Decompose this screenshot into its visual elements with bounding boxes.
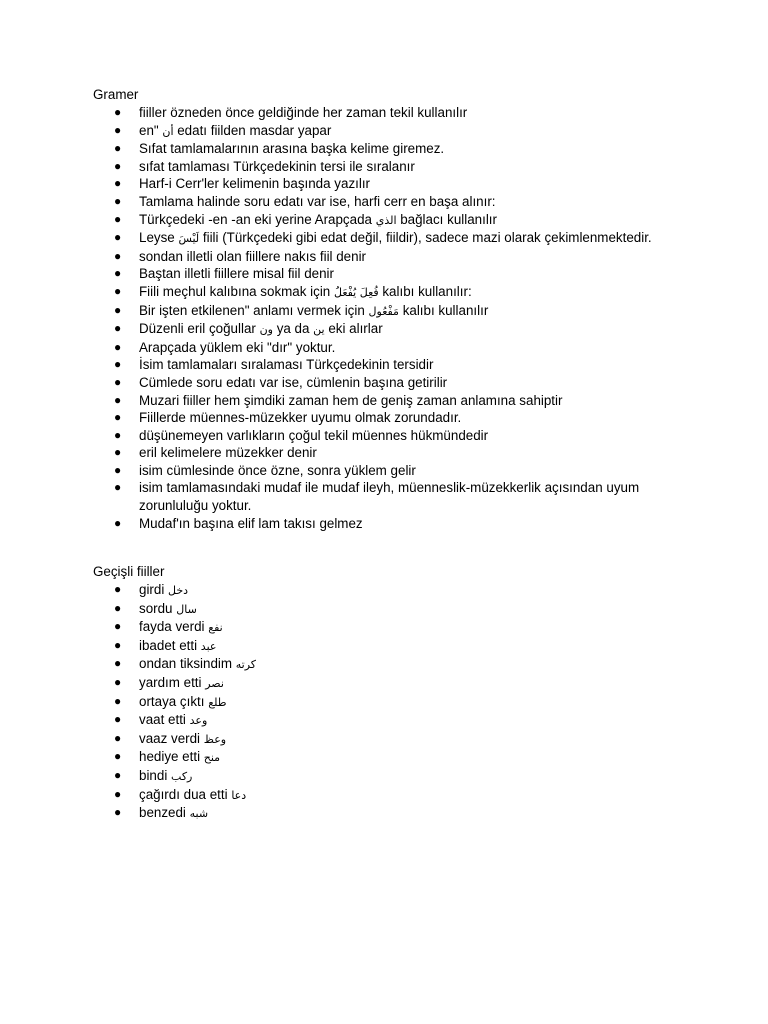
list-item: ● sordu سال	[114, 600, 197, 616]
bullet-icon: ●	[114, 339, 122, 354]
section-title-transitive-verbs: Geçişli fiiller	[93, 564, 165, 579]
bullet-icon: ●	[114, 619, 122, 634]
list-item: ● fiiller özneden önce geldiğinde her zaman tekil kullanılır	[114, 105, 468, 120]
list-item: ● Türkçedeki -en -an eki yerine Arapçada الذي bağlacı kullanılır	[114, 211, 497, 227]
bullet-icon: ●	[114, 805, 122, 820]
list-item: ● Mudaf'ın başına elif lam takısı gelmez	[114, 515, 363, 531]
list-item: ● vaaz verdi وعظ	[114, 730, 227, 746]
list-item: ● isim cümlesinde önce özne, sonra yüklem gelir	[114, 462, 416, 478]
bullet-icon: ●	[114, 462, 122, 477]
arabic-text: شبه	[189, 807, 209, 821]
bullet-icon: ●	[114, 122, 122, 137]
bullet-icon: ●	[114, 600, 122, 615]
arabic-text: ين	[313, 323, 325, 337]
grammar-list	[0, 104, 768, 532]
bullet-icon: ●	[114, 712, 122, 727]
arabic-text: أن	[162, 124, 174, 138]
list-item: ● Fiili meçhul kalıbına sokmak için فُعِلَ يُفْعَلُ kalıbı kullanılır:	[114, 283, 472, 299]
section-title-gramer: Gramer	[93, 87, 139, 102]
list-item: ● Sıfat tamlamalarının arasına başka kelime giremez.	[114, 141, 445, 157]
arabic-text: دعا	[231, 788, 247, 802]
arabic-text: عبد	[200, 639, 217, 653]
list-item: ● Leyse لَيْسَ fiili (Türkçedeki gibi edat değil, fiildir), sadece mazi olarak çekimlenmektedir.	[114, 230, 652, 246]
arabic-text: وعد	[189, 714, 208, 728]
bullet-icon: ●	[114, 302, 122, 317]
list-item: ● Düzenli eril çoğullar ون ya da ين eki alırlar	[114, 321, 383, 337]
arabic-text: الذي	[375, 213, 397, 227]
arabic-text: فُعِلَ يُفْعَلُ	[333, 285, 379, 299]
arabic-text: ركب	[171, 769, 193, 783]
transitive-verbs-list	[0, 581, 768, 823]
list-item: ● Muzari fiiller hem şimdiki zaman hem de geniş zaman anlamına sahiptir	[114, 392, 563, 408]
arabic-text: لَيْسَ	[178, 232, 200, 246]
list-item: ● fayda verdi نفع	[114, 619, 223, 635]
list-item: ● bindi ركب	[114, 767, 193, 783]
bullet-icon: ●	[114, 786, 122, 801]
bullet-icon: ●	[114, 767, 122, 782]
bullet-icon: ●	[114, 730, 122, 745]
arabic-text: كرته	[235, 658, 257, 672]
bullet-icon: ●	[114, 445, 122, 460]
bullet-icon: ●	[114, 582, 122, 596]
list-item: ● yardım etti نصر	[114, 674, 224, 690]
bullet-icon: ●	[114, 480, 122, 495]
bullet-icon: ●	[114, 211, 122, 226]
list-item: ● düşünemeyen varlıkların çoğul tekil müennes hükmündedir	[114, 427, 489, 443]
bullet-icon: ●	[114, 230, 122, 245]
arabic-text: سال	[176, 602, 197, 616]
bullet-icon: ●	[114, 656, 122, 671]
list-item: ● İsim tamlamaları sıralaması Türkçedekinin tersidir	[114, 357, 434, 373]
list-item: ● en" أن edatı fiilden masdar yapar	[114, 122, 332, 138]
list-item: ● Bir işten etkilenen" anlamı vermek için مَفْعُول kalıbı kullanılır	[114, 302, 489, 318]
list-item: ● girdi دخل	[114, 582, 189, 597]
arabic-text: دخل	[168, 584, 189, 597]
list-item: ● benzedi شبه	[114, 805, 209, 821]
bullet-icon: ●	[114, 674, 122, 689]
list-item: ● eril kelimelere müzekker denir	[114, 445, 317, 461]
bullet-icon: ●	[114, 105, 122, 119]
bullet-icon: ●	[114, 141, 122, 156]
bullet-icon: ●	[114, 357, 122, 372]
arabic-text: منح	[203, 751, 221, 765]
list-item: ● Tamlama halinde soru edatı var ise, harfi cerr en başa alınır:	[114, 193, 496, 209]
list-item: ● hediye etti منح	[114, 749, 221, 765]
list-item: ● Harf-i Cerr'ler kelimenin başında yazılır	[114, 176, 371, 192]
bullet-icon: ●	[114, 427, 122, 442]
bullet-icon: ●	[114, 637, 122, 652]
arabic-text: وعظ	[203, 732, 227, 746]
bullet-icon: ●	[114, 158, 122, 173]
arabic-text: مَفْعُول	[368, 304, 399, 318]
list-item: ● vaat etti وعد	[114, 712, 208, 728]
bullet-icon: ●	[114, 248, 122, 263]
arabic-text: ون	[259, 323, 273, 337]
bullet-icon: ●	[114, 283, 122, 298]
list-item: ● isim tamlamasındaki mudaf ile mudaf ileyh, müenneslik-müzekkerlik açısından uyum zorunluluğu yoktur.	[114, 480, 640, 514]
arabic-text: نفع	[208, 621, 223, 635]
list-item: ● ondan tiksindim كرته	[114, 656, 257, 672]
bullet-icon: ●	[114, 193, 122, 208]
bullet-icon: ●	[114, 266, 122, 281]
bullet-icon: ●	[114, 693, 122, 708]
list-item: ● çağırdı dua etti دعا	[114, 786, 247, 802]
bullet-icon: ●	[114, 321, 122, 336]
list-item: ● ibadet etti عبد	[114, 637, 217, 653]
list-item: ● Fiillerde müennes-müzekker uyumu olmak zorundadır.	[114, 410, 462, 426]
bullet-icon: ●	[114, 410, 122, 425]
bullet-icon: ●	[114, 374, 122, 389]
list-item: ● Baştan illetli fiillere misal fiil denir	[114, 266, 334, 282]
list-item: ● Cümlede soru edatı var ise, cümlenin başına getirilir	[114, 374, 448, 390]
bullet-icon: ●	[114, 749, 122, 764]
bullet-icon: ●	[114, 176, 122, 191]
list-item: ● Arapçada yüklem eki "dır" yoktur.	[114, 339, 336, 355]
list-item: ● ortaya çıktı طلع	[114, 693, 227, 709]
bullet-icon: ●	[114, 515, 122, 530]
list-item: ● sıfat tamlaması Türkçedekinin tersi ile sıralanır	[114, 158, 415, 174]
arabic-text: طلع	[208, 695, 227, 709]
arabic-text: نصر	[205, 676, 224, 690]
list-item: ● sondan illetli olan fiillere nakıs fiil denir	[114, 248, 367, 264]
bullet-icon: ●	[114, 392, 122, 407]
